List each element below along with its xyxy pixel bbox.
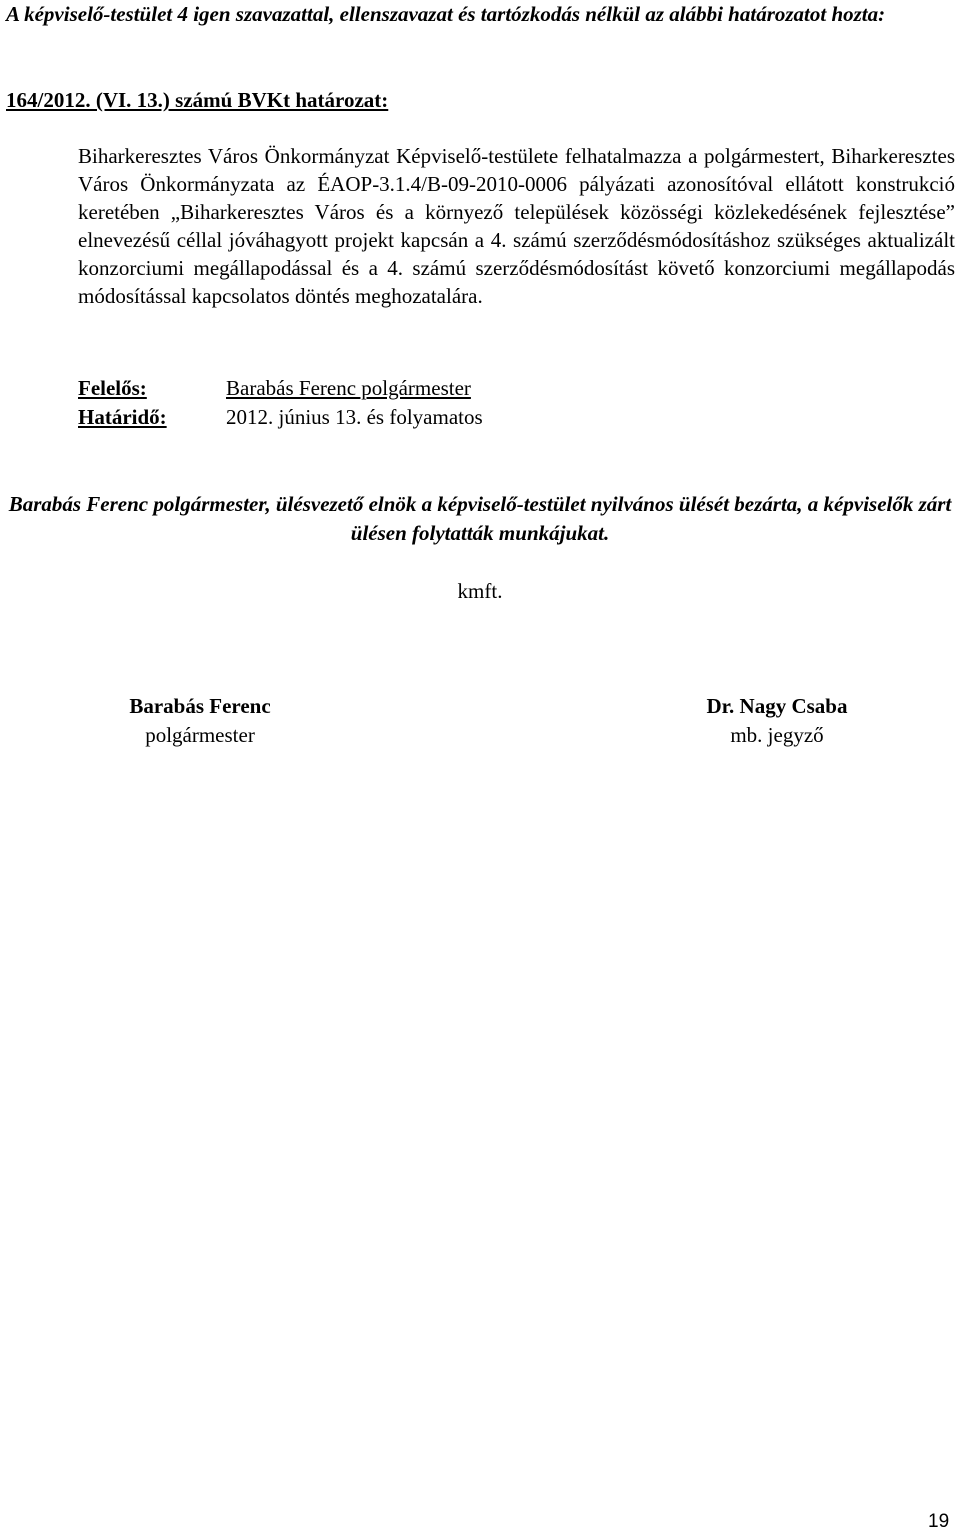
signature-left-role: polgármester bbox=[145, 723, 255, 747]
deadline-row bbox=[78, 403, 483, 432]
deadline-value: 2012. június 13. és folyamatos bbox=[226, 405, 483, 429]
resolution-heading: 164/2012. (VI. 13.) számú BVKt határozat: bbox=[6, 88, 389, 112]
page-number: 19 bbox=[928, 1511, 950, 1532]
resolution-body: Biharkeresztes Város Önkormányzat Képviselő-testülete felhatalmazza a polgármestert, Biharkeresztes Város Önkormányzata az ÉAOP-3.1.4/B-09-2010-0006 pályázati azonosítóval ellátott konstrukció keretében „Biharkeresztes Város és a környező települések közösségi közlekedésének fejlesztése” elnevezésű céllal jóváhagyott projekt kapcsán a 4. számú szerződésmódosításhoz szükséges aktualizált konzorciumi megállapodással és a 4. számú szerződésmódosítást követő konzorciumi megállapodás módosítással kapcsolatos döntés meghozatalára. bbox=[78, 144, 955, 308]
signature-right-role: mb. jegyző bbox=[730, 723, 824, 747]
signature-left bbox=[70, 692, 330, 750]
signature-left-name: Barabás Ferenc bbox=[129, 694, 271, 718]
responsible-value: Barabás Ferenc polgármester bbox=[226, 376, 471, 400]
kmft-text: kmft. bbox=[457, 579, 503, 603]
closing-statement: Barabás Ferenc polgármester, ülésvezető elnök a képviselő-testület nyilvános ülését bezárta, a képviselők zárt ülésen folytatták munkájukat. bbox=[8, 492, 952, 545]
deadline-label: Határidő: bbox=[78, 405, 167, 429]
responsible-label: Felelős: bbox=[78, 376, 147, 400]
intro-text: A képviselő-testület 4 igen szavazattal, ellenszavazat és tartózkodás nélkül az alábbi határozatot hozta: bbox=[6, 2, 886, 26]
responsible-row bbox=[78, 374, 471, 403]
signature-right-name: Dr. Nagy Csaba bbox=[706, 694, 848, 718]
signature-right bbox=[647, 692, 907, 750]
